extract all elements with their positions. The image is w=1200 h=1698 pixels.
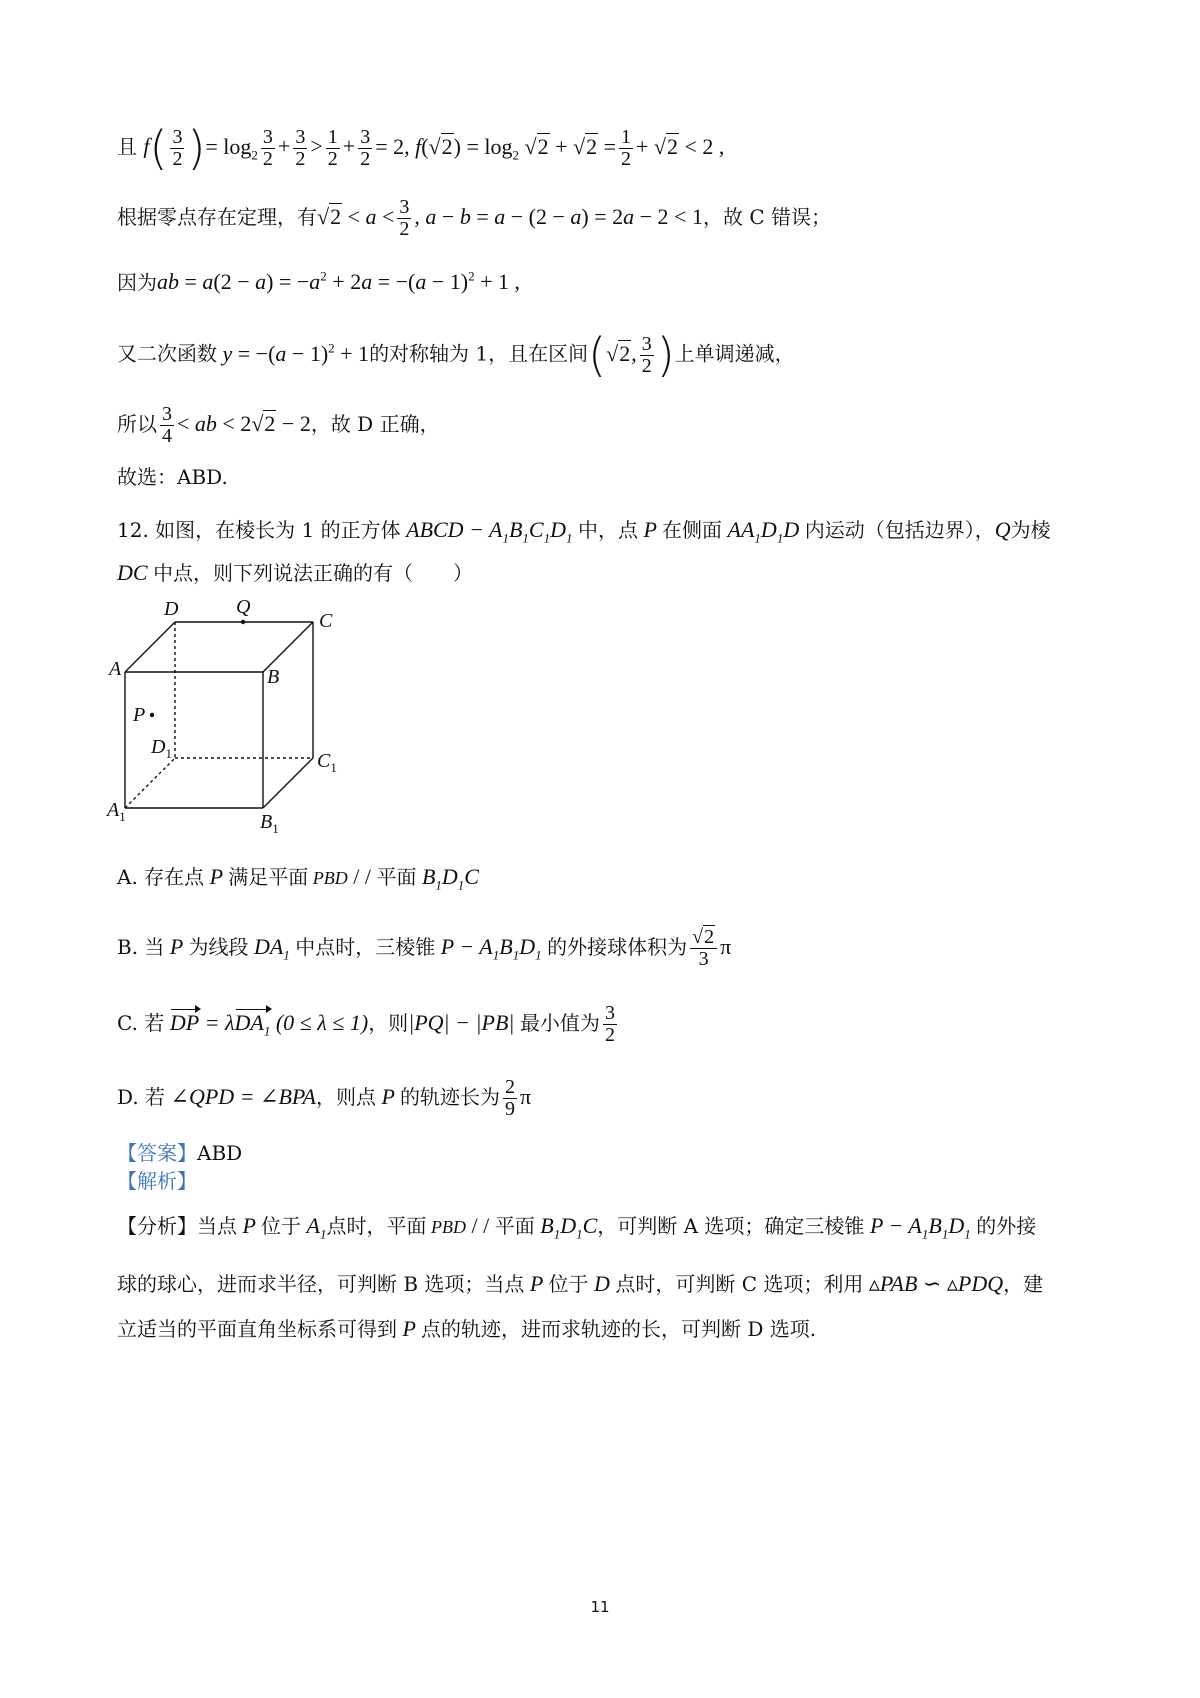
analysis-line <box>117 1171 197 1191</box>
f1-d: 平面 <box>494 1214 535 1238</box>
f1-a: 当点 <box>197 1214 237 1238</box>
frac: $\frac{3}{2}$ <box>360 125 371 170</box>
label-a1: $A_1$ <box>107 799 126 824</box>
answer-tag: 【答案】 <box>117 1141 197 1165</box>
fenxi-line-3 <box>117 1318 816 1340</box>
math-pyramid: $P - A_1B_1D_1$ <box>864 1213 971 1242</box>
opt-a-text-c: 平面 <box>376 865 417 889</box>
q12-text-d: 内运动（包括边界）， <box>804 518 995 542</box>
line-5 <box>117 404 440 447</box>
q12-line-1 <box>117 519 1051 544</box>
math-pi: π <box>720 934 732 959</box>
point-q <box>241 620 245 624</box>
opt-b-text-c: 中点时，三棱锥 <box>295 935 436 959</box>
text-l5-suffix: ，故 D 正确， <box>310 412 440 436</box>
math-l4-a: $y = -(a - 1)^2 + 1$ <box>222 340 370 366</box>
fenxi-line-2 <box>117 1273 1043 1295</box>
text-qie: 且 <box>117 134 137 159</box>
math-l5: < ab < 2√2 − 2 <box>177 411 311 436</box>
math-parallel: / / <box>466 1213 495 1238</box>
math-abs: |PQ| − |PB| <box>408 1010 520 1035</box>
q12-text-e: 为棱 <box>1010 518 1051 542</box>
math-l2-a: √2 < a < <box>317 204 395 229</box>
fenxi-line-1 <box>117 1215 1036 1240</box>
label-c: C <box>319 610 333 632</box>
math-angle: ∠QPD = ∠BPA <box>165 1084 316 1109</box>
math-p: P <box>397 1316 422 1341</box>
text-l6: 故选：ABD. <box>117 465 228 489</box>
fenxi-tag: 【分析】 <box>117 1214 197 1238</box>
q12-text-c: 在侧面 <box>662 518 723 542</box>
math-pbd: PBD <box>426 1217 466 1237</box>
frac: $\frac{3}{4}$ <box>162 403 172 447</box>
paren-open: ( <box>149 121 168 175</box>
analysis-tag: 【解析】 <box>117 1169 197 1193</box>
label-c1: $C_1$ <box>317 750 337 775</box>
math-a1: $A_1$ <box>301 1213 327 1242</box>
frac: $\frac{3}{2}$ <box>262 125 273 170</box>
f3-a: 立适当的平面直角坐标系可得到 <box>117 1317 397 1341</box>
answer-line <box>117 1143 242 1163</box>
label-d1: $D_1$ <box>151 736 172 761</box>
edge-bc <box>263 622 313 672</box>
opt-c-text-b: ，则 <box>368 1011 409 1035</box>
option-c <box>117 1003 620 1046</box>
text-l4-prefix: 又二次函数 <box>117 341 217 366</box>
math-pbd: PBD <box>308 868 348 888</box>
math-parallel: / / <box>347 864 377 889</box>
math-p: P <box>237 1213 262 1238</box>
opt-d-text-c: 的轨迹长为 <box>400 1085 500 1109</box>
frac: $\frac{3}{2}$ <box>295 125 306 170</box>
math-plus: + <box>342 133 356 159</box>
math-cube: ABCD − $A_1B_1C_1D_1$ <box>400 517 573 546</box>
f2-c: 点时，可判断 C 选项；利用 <box>615 1272 864 1296</box>
opt-c-text-c: 最小值为 <box>519 1011 600 1035</box>
math-p: P <box>164 934 189 959</box>
math-q: Q <box>994 517 1011 542</box>
math-da1: $DA_1$ <box>248 934 290 963</box>
math-gt: > <box>310 133 323 159</box>
math-dc: DC <box>117 560 154 585</box>
line-6 <box>117 467 228 487</box>
math-l1-c: + √2 < 2 , <box>635 133 725 159</box>
math-p: P <box>524 1271 549 1296</box>
line-1 <box>117 121 725 175</box>
f1-c: 点时，平面 <box>326 1214 427 1238</box>
frac: $\frac{3}{2}$ <box>399 196 410 240</box>
paren-open: ( <box>588 328 607 382</box>
opt-a-text-b: 满足平面 <box>228 865 309 889</box>
q12-text-a: 如图，在棱长为 1 的正方体 <box>155 518 401 542</box>
math-p: P <box>204 864 229 889</box>
label-q: Q <box>236 596 251 618</box>
f1-f: 的外接 <box>976 1214 1037 1238</box>
q12-line-2 <box>117 562 473 584</box>
line-3 <box>117 270 520 293</box>
math-pi: π <box>520 1084 532 1109</box>
edge-ad <box>125 622 175 672</box>
option-a <box>117 866 479 891</box>
text-l4-mid: 的对称轴为 1，且在区间 <box>369 341 589 366</box>
cube-figure <box>100 595 350 835</box>
math-pyramid: $P - A_1B_1D_1$ <box>435 934 542 963</box>
line-4 <box>117 328 795 382</box>
label-b: B <box>267 666 280 688</box>
q12-number: 12. <box>117 518 149 542</box>
label-a: A <box>109 658 122 680</box>
frac-3-2: $\frac{3}{2}$ <box>172 125 183 170</box>
f1-e: ，可判断 A 选项；确定三棱锥 <box>597 1214 865 1238</box>
f1-b: 位于 <box>261 1214 302 1238</box>
paren-close: ) <box>187 121 206 175</box>
opt-b-text-a: B. 当 <box>117 935 165 959</box>
math-l1-b: = 2, $f(√2) = \log_2 √2 + √2$ = <box>375 133 616 162</box>
label-b1: $B_1$ <box>260 811 279 835</box>
text-l3-prefix: 因为 <box>117 270 157 295</box>
math-l4-b: √2, <box>606 340 637 366</box>
text-l4-suffix: 上单调递减， <box>674 341 795 366</box>
math-b1d1c: $B_1D_1C$ <box>416 864 479 893</box>
option-b <box>117 927 731 970</box>
frac: $\frac{√2}{3}$ <box>690 927 717 970</box>
point-p <box>150 713 154 717</box>
opt-c-text-a: C. 若 <box>117 1011 165 1035</box>
math-p: P <box>375 1084 400 1109</box>
f2-b: 位于 <box>548 1272 589 1296</box>
math-l3: ab = $a(2 - a) = -a^2 + 2a = -(a - 1)^2 + 1$ , <box>157 269 521 295</box>
math-d: D <box>588 1271 616 1296</box>
math-p: P <box>637 517 663 542</box>
math-l1-a: = $\log_2$ <box>205 133 258 162</box>
math-plus: + <box>277 133 291 159</box>
math-l2-b: , a − b = a − (2 − a) = 2a − 2 < 1 <box>414 204 703 229</box>
answer-value: ABD <box>197 1141 243 1165</box>
option-d <box>117 1077 531 1120</box>
paren-close: ) <box>656 328 675 382</box>
frac: $\frac{3}{2}$ <box>641 332 652 377</box>
math-vector-eq: DP = λDA$_1$ (0 ≤ λ ≤ 1) <box>169 1010 369 1039</box>
line-2 <box>117 197 831 240</box>
page-number: 11 <box>590 1598 610 1616</box>
q12-text-b: 中，点 <box>577 518 638 542</box>
math-face: $AA_1D_1D$ <box>722 517 805 546</box>
opt-d-text-a: D. 若 <box>117 1085 166 1109</box>
f3-b: 点的轨迹，进而求轨迹的长，可判断 D 选项. <box>421 1317 817 1341</box>
frac: $\frac{2}{9}$ <box>505 1076 515 1120</box>
frac: $\frac{3}{2}$ <box>604 1002 615 1046</box>
frac: $\frac{1}{2}$ <box>327 125 338 170</box>
text-l2-suffix: ，故 C 错误； <box>702 205 831 229</box>
text-l2-prefix: 根据零点存在定理，有 <box>117 205 317 229</box>
label-d: D <box>164 598 179 620</box>
opt-b-text-d: 的外接球体积为 <box>547 935 688 959</box>
math-similar: ▵PAB ∽ ▵PDQ <box>863 1271 1004 1296</box>
f2-d: ，建 <box>1003 1272 1044 1296</box>
opt-d-text-b: ，则点 <box>315 1085 376 1109</box>
frac: $\frac{1}{2}$ <box>620 125 631 170</box>
math-b1d1c: $B_1D_1C$ <box>534 1213 598 1242</box>
f2-a: 球的球心，进而求半径，可判断 B 选项；当点 <box>117 1272 525 1296</box>
edge-b1c1 <box>263 758 313 808</box>
q12-text-line2: 中点，则下列说法正确的有（ ） <box>153 561 474 585</box>
edge-a1d1 <box>125 758 175 808</box>
opt-b-text-b: 为线段 <box>188 935 249 959</box>
opt-a-text-a: A. 存在点 <box>117 865 205 889</box>
label-p: P <box>133 704 146 726</box>
math-f: f <box>143 133 150 159</box>
text-l5-prefix: 所以 <box>117 412 157 436</box>
